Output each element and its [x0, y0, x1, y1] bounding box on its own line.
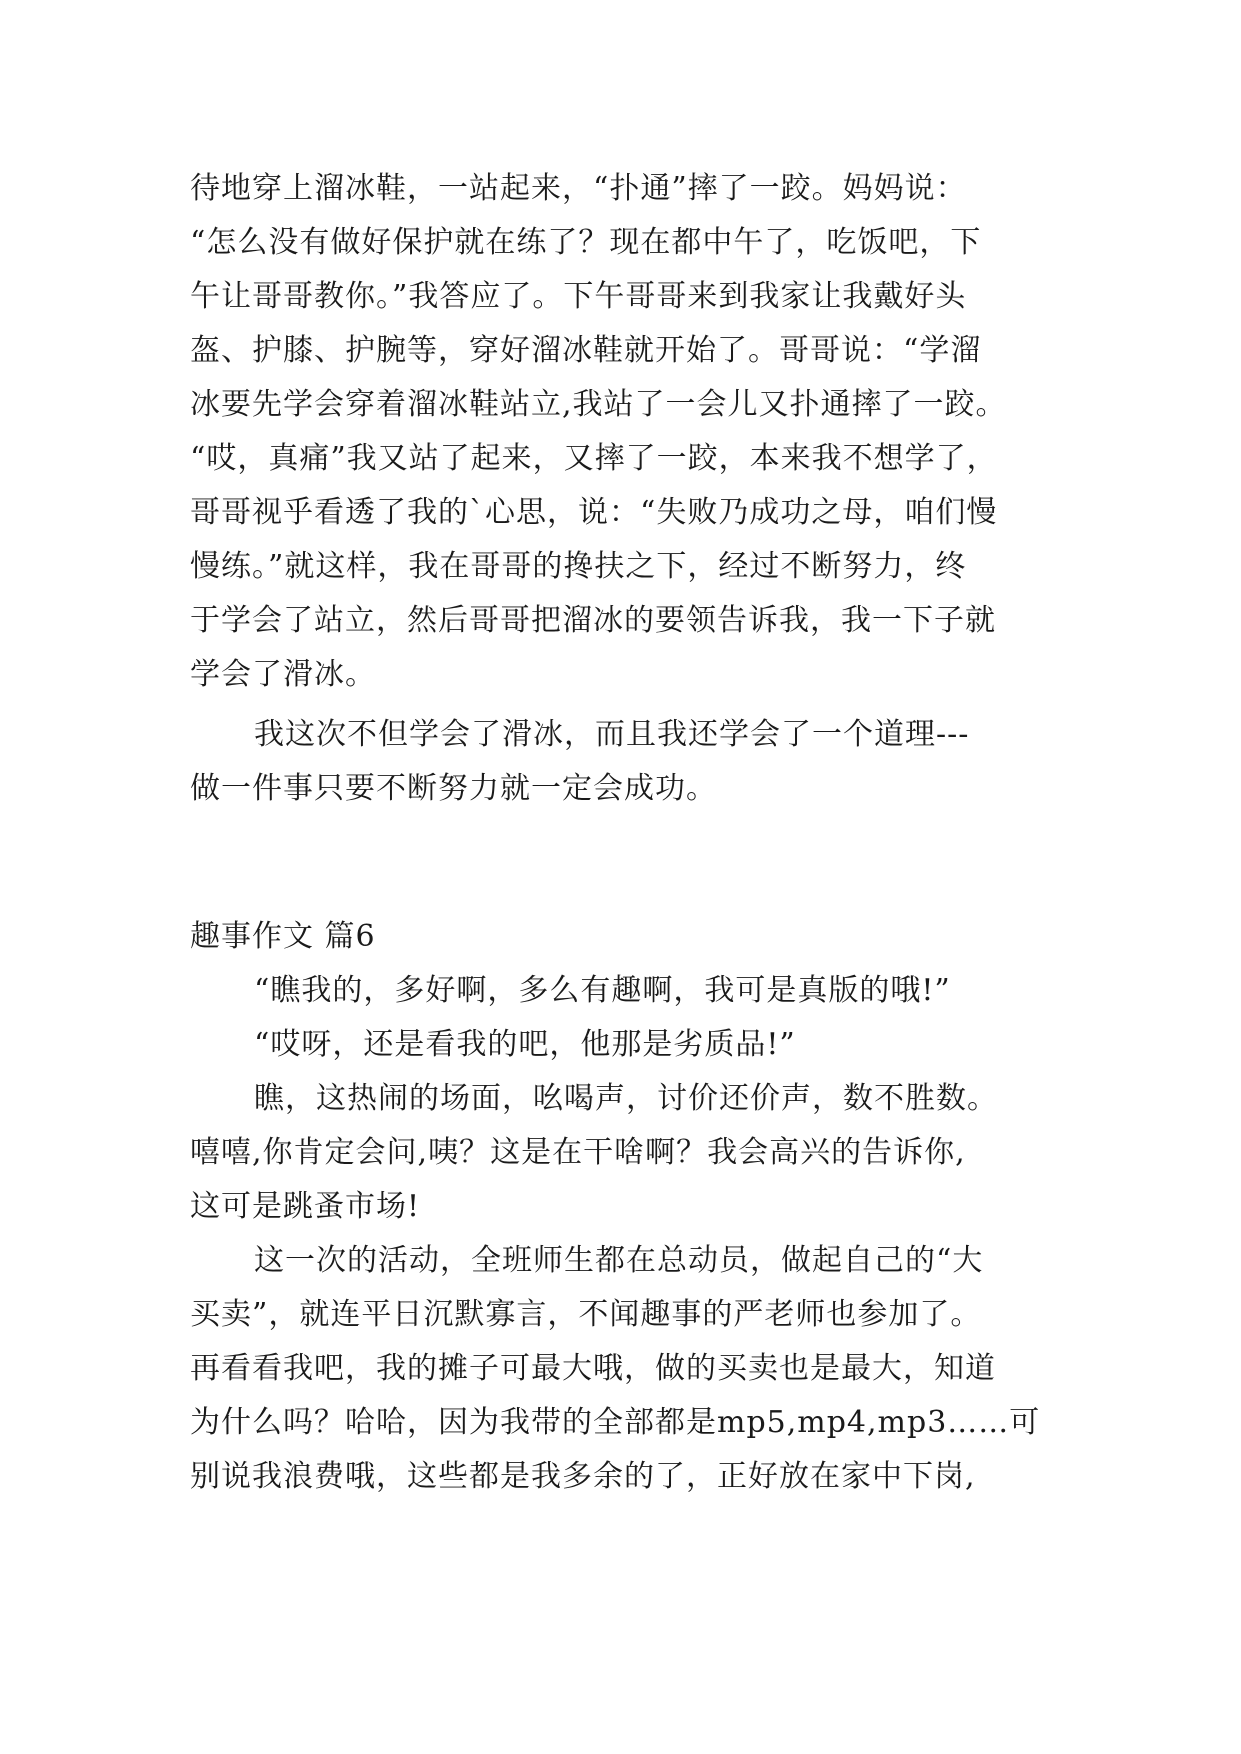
text-line: 于学会了站立，然后哥哥把溜冰的要领告诉我，我一下子就	[190, 603, 996, 638]
paragraph-conclusion	[190, 708, 1070, 816]
paragraph-flea-market	[190, 964, 1070, 1504]
text-line: 做一件事只要不断努力就一定会成功。	[190, 771, 717, 806]
text-line: 学会了滑冰。	[190, 657, 376, 692]
section-heading	[190, 910, 1070, 964]
text-line: 盔、护膝、护腕等，穿好溜冰鞋就开始了。哥哥说：“学溜	[190, 333, 982, 368]
text-line: 我这次不但学会了滑冰，而且我还学会了一个道理---	[254, 717, 970, 752]
text-line: “哎呀，还是看我的吧，他那是劣质品!”	[254, 1027, 796, 1062]
text-line: 待地穿上溜冰鞋，一站起来，“扑通”摔了一跤。妈妈说：	[190, 171, 967, 206]
text-line: 慢练。”就这样，我在哥哥的搀扶之下，经过不断努力，终	[190, 549, 967, 584]
text-line: “瞧我的，多好啊，多么有趣啊，我可是真版的哦!”	[254, 973, 951, 1008]
text-line: 哥哥视乎看透了我的`心思，说：“失败乃成功之母，咱们慢	[190, 495, 998, 530]
text-line: 这一次的活动，全班师生都在总动员，做起自己的“大	[254, 1243, 984, 1278]
text-line: 再看看我吧，我的摊子可最大哦，做的买卖也是最大，知道	[190, 1351, 996, 1386]
text-line: 冰要先学会穿着溜冰鞋站立,我站了一会儿又扑通摔了一跤。	[190, 387, 1007, 422]
text-line: 午让哥哥教你。”我答应了。下午哥哥来到我家让我戴好头	[190, 279, 967, 314]
text-line: 这可是跳蚤市场!	[190, 1189, 421, 1224]
text-line: “哎，真痛”我又站了起来，又摔了一跤，本来我不想学了，	[190, 441, 998, 476]
text-line: 瞧，这热闹的场面，吆喝声，讨价还价声，数不胜数。	[254, 1081, 998, 1116]
text-line: 嘻嘻,你肯定会问,咦？这是在干啥啊？我会高兴的告诉你,	[190, 1135, 966, 1170]
text-line: 买卖”，就连平日沉默寡言，不闻趣事的严老师也参加了。	[190, 1297, 982, 1332]
text-line: “怎么没有做好保护就在练了？现在都中午了，吃饭吧，下	[190, 225, 982, 260]
text-line: 为什么吗？哈哈，因为我带的全部都是mp5,mp4,mp3……可	[190, 1405, 1041, 1440]
text-line: 别说我浪费哦，这些都是我多余的了，正好放在家中下岗,	[190, 1459, 976, 1494]
heading-text: 趣事作文 篇6	[190, 919, 376, 954]
paragraph-skating-story	[190, 162, 1070, 702]
